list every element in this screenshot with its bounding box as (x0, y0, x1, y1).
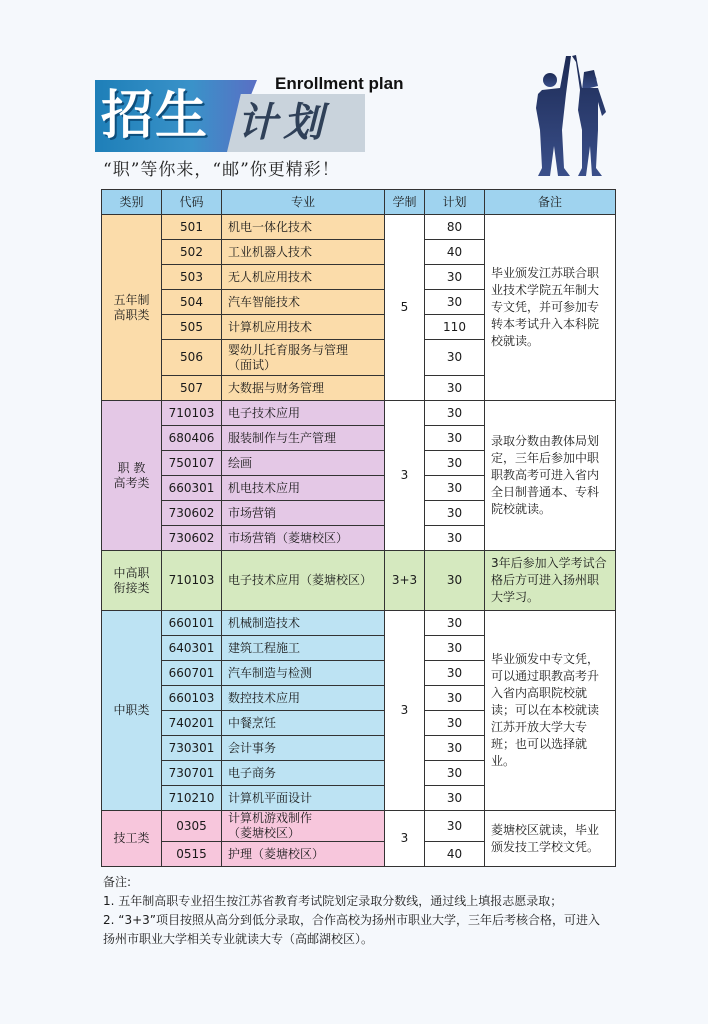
plan-cell: 30 (425, 426, 485, 451)
major-cell: 工业机器人技术 (222, 240, 385, 265)
header-note: 备注 (485, 190, 616, 215)
plan-cell: 30 (425, 526, 485, 551)
plan-cell: 80 (425, 215, 485, 240)
remarks-title: 备注: (103, 875, 132, 889)
code-cell: 506 (162, 340, 222, 376)
plan-cell: 30 (425, 376, 485, 401)
category-cell: 职 教 高考类 (102, 401, 162, 551)
plan-cell: 30 (425, 265, 485, 290)
code-cell: 502 (162, 240, 222, 265)
plan-cell: 40 (425, 842, 485, 867)
note-cell: 毕业颁发江苏联合职业技术学院五年制大专文凭，并可参加专转本考试升入本科院校就读。 (485, 215, 616, 401)
code-cell: 740201 (162, 711, 222, 736)
major-cell: 电子技术应用 (222, 401, 385, 426)
table-row (102, 215, 616, 240)
table-row (102, 401, 616, 426)
plan-cell: 30 (425, 811, 485, 842)
code-cell: 660701 (162, 661, 222, 686)
plan-cell: 30 (425, 290, 485, 315)
remarks (103, 873, 608, 949)
note-cell: 毕业颁发中专文凭，可以通过职教高考升入省内高职院校就读；可以在本校就读江苏开放大学大专班；也可以选择就业。 (485, 611, 616, 811)
major-cell: 市场营销（菱塘校区） (222, 526, 385, 551)
plan-cell: 30 (425, 501, 485, 526)
major-cell: 护理（菱塘校区） (222, 842, 385, 867)
code-cell: 503 (162, 265, 222, 290)
note-cell: 菱塘校区就读，毕业颁发技工学校文凭。 (485, 811, 616, 867)
code-cell: 640301 (162, 636, 222, 661)
major-cell: 大数据与财务管理 (222, 376, 385, 401)
note-cell: 3年后参加入学考试合格后方可进入扬州职大学习。 (485, 551, 616, 611)
category-cell: 五年制 高职类 (102, 215, 162, 401)
plan-cell: 110 (425, 315, 485, 340)
english-title: Enrollment plan (275, 74, 404, 93)
plan-cell: 30 (425, 661, 485, 686)
code-cell: 0305 (162, 811, 222, 842)
code-cell: 680406 (162, 426, 222, 451)
major-cell: 汽车智能技术 (222, 290, 385, 315)
plan-cell: 30 (425, 476, 485, 501)
major-cell: 无人机应用技术 (222, 265, 385, 290)
code-cell: 730602 (162, 526, 222, 551)
duration-cell: 3+3 (385, 551, 425, 611)
major-cell: 计算机游戏制作 （菱塘校区） (222, 811, 385, 842)
major-cell: 绘画 (222, 451, 385, 476)
plan-cell: 30 (425, 711, 485, 736)
plan-cell: 30 (425, 761, 485, 786)
code-cell: 710103 (162, 551, 222, 611)
major-cell: 机电技术应用 (222, 476, 385, 501)
code-cell: 730301 (162, 736, 222, 761)
plan-cell: 30 (425, 611, 485, 636)
code-cell: 750107 (162, 451, 222, 476)
table-row (102, 811, 616, 842)
note-cell: 录取分数由教体局划定，三年后参加中职职教高考可进入省内全日制普通本、专科院校就读。 (485, 401, 616, 551)
plan-cell: 30 (425, 551, 485, 611)
table-row (102, 551, 616, 611)
code-cell: 730701 (162, 761, 222, 786)
high-five-silhouette-icon (520, 50, 620, 182)
major-cell: 计算机平面设计 (222, 786, 385, 811)
major-cell: 会计事务 (222, 736, 385, 761)
code-cell: 660301 (162, 476, 222, 501)
plan-cell: 30 (425, 401, 485, 426)
plan-cell: 30 (425, 786, 485, 811)
code-cell: 730602 (162, 501, 222, 526)
slogan: “职”等你来，“邮”你更精彩！ (103, 160, 340, 180)
plan-cell: 30 (425, 636, 485, 661)
plan-cell: 30 (425, 340, 485, 376)
plan-cell: 40 (425, 240, 485, 265)
duration-cell: 3 (385, 611, 425, 811)
code-cell: 0515 (162, 842, 222, 867)
category-cell: 技工类 (102, 811, 162, 867)
major-cell: 电子商务 (222, 761, 385, 786)
enrollment-plan-table (101, 189, 616, 867)
major-cell: 建筑工程施工 (222, 636, 385, 661)
code-cell: 504 (162, 290, 222, 315)
plan-cell: 30 (425, 686, 485, 711)
major-cell: 数控技术应用 (222, 686, 385, 711)
major-cell: 服装制作与生产管理 (222, 426, 385, 451)
header-duration: 学制 (385, 190, 425, 215)
page-header (0, 0, 708, 185)
header-category: 类别 (102, 190, 162, 215)
major-cell: 机电一体化技术 (222, 215, 385, 240)
remarks-item-1: 1. 五年制高职专业招生按江苏省教育考试院划定录取分数线，通过线上填报志愿录取； (103, 894, 563, 908)
major-cell: 市场营销 (222, 501, 385, 526)
major-cell: 婴幼儿托育服务与管理 （面试） (222, 340, 385, 376)
code-cell: 660103 (162, 686, 222, 711)
code-cell: 710210 (162, 786, 222, 811)
banner-title: 招生 (101, 86, 210, 146)
code-cell: 710103 (162, 401, 222, 426)
major-cell: 电子技术应用（菱塘校区） (222, 551, 385, 611)
table-header-row (102, 190, 616, 215)
plan-cell: 30 (425, 736, 485, 761)
code-cell: 505 (162, 315, 222, 340)
category-cell: 中职类 (102, 611, 162, 811)
duration-cell: 3 (385, 811, 425, 867)
remarks-item-2: 2. “3+3”项目按照从高分到低分录取，合作高校为扬州市职业大学，三年后考核合格，可进入扬州市职业大学相关专业就读大专（高邮湖校区）。 (103, 913, 601, 946)
major-cell: 中餐烹饪 (222, 711, 385, 736)
header-major: 专业 (222, 190, 385, 215)
table-row (102, 611, 616, 636)
header-code: 代码 (162, 190, 222, 215)
code-cell: 501 (162, 215, 222, 240)
code-cell: 660101 (162, 611, 222, 636)
plan-cell: 30 (425, 451, 485, 476)
category-cell: 中高职 衔接类 (102, 551, 162, 611)
major-cell: 汽车制造与检测 (222, 661, 385, 686)
major-cell: 机械制造技术 (222, 611, 385, 636)
header-plan: 计划 (425, 190, 485, 215)
code-cell: 507 (162, 376, 222, 401)
duration-cell: 3 (385, 401, 425, 551)
major-cell: 计算机应用技术 (222, 315, 385, 340)
duration-cell: 5 (385, 215, 425, 401)
banner-subtitle: 计划 (237, 99, 329, 146)
